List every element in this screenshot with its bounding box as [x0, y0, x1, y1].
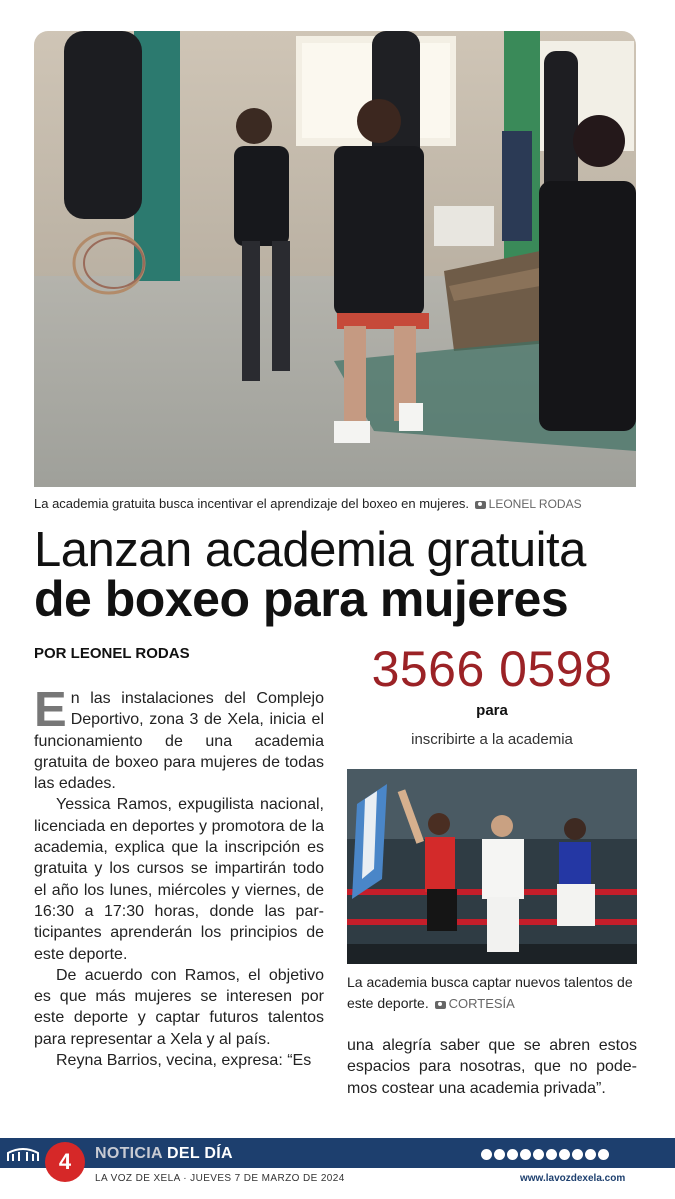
headline-line-2: de boxeo para mujeres — [34, 571, 569, 627]
drop-cap: E — [34, 683, 67, 737]
threads-icon[interactable] — [520, 1149, 531, 1160]
byline: POR LEONEL RODAS — [34, 645, 190, 662]
website-link[interactable]: www.lavozdexela.com — [520, 1173, 626, 1184]
instagram-icon[interactable] — [494, 1149, 505, 1160]
callout-text: inscribirte a la academia — [411, 731, 573, 748]
youtube-icon[interactable] — [507, 1149, 518, 1160]
boxing-class-illustration — [34, 31, 636, 487]
article-body — [34, 683, 324, 1071]
callout-para: para — [476, 702, 508, 719]
facebook-icon[interactable] — [481, 1149, 492, 1160]
article-continuation: una alegría saber que se abren estos espacios para nosotras, que no podemos costear una academia privada”. — [347, 1037, 637, 1097]
photo-caption — [34, 496, 654, 511]
headline-line-1: Lanzan academia gratuita — [34, 523, 586, 577]
camera-icon — [435, 1001, 446, 1009]
secondary-photo — [347, 769, 637, 964]
telegram-icon[interactable] — [585, 1149, 596, 1160]
publication-logo-icon — [6, 1145, 40, 1163]
email-icon[interactable] — [572, 1149, 583, 1160]
page-number-badge: 4 — [45, 1142, 85, 1182]
photo-caption-text: La academia gratuita busca incentivar el aprendizaje del boxeo en mujeres. — [34, 496, 470, 511]
secondary-photo-caption: La academia busca captar nuevos talentos de este deporte. CORTESÍA — [347, 974, 633, 1011]
photo-credit: LEONEL RODAS — [488, 497, 582, 511]
paragraph-3: De acuerdo con Ramos, el objetivo es que más mujeres se interesen por este deporte y captar futuros talentos para representar a Xela y al país. — [34, 966, 324, 1048]
social-icons — [481, 1146, 611, 1160]
callout-phone-number: 3566 0598 — [371, 641, 613, 697]
secondary-photo-credit: CORTESÍA — [448, 996, 515, 1011]
x-icon[interactable] — [533, 1149, 544, 1160]
paragraph-2: Yessica Ramos, expugilista nacional, licenciada en deportes y promotora de la academia, explica que la inscripción es gratuita y los cursos se impartirán todo el año los lunes, miércoles y viernes, de 16:30 a 17:30 horas, donde las participantes aprenderán los principios de este deporte. — [34, 796, 324, 963]
tiktok-icon-2[interactable] — [598, 1149, 609, 1160]
camera-icon — [475, 501, 486, 509]
paragraph-4: Reyna Barrios, vecina, expresa: “Es — [56, 1052, 312, 1070]
tiktok-icon[interactable] — [546, 1149, 557, 1160]
section-title: NOTICIA DEL DÍA — [95, 1145, 233, 1162]
hero-photo — [34, 31, 636, 487]
paragraph-1: En las instalaciones del Complejo Deportivo, zona 3 de Xela, inicia el funcionamiento de una academia gratuita de boxeo para mujeres de todas las edades. — [34, 683, 324, 793]
publication-dateline: LA VOZ DE XELA · JUEVES 7 DE MARZO DE 2024 — [95, 1173, 345, 1184]
boxing-match-illustration — [347, 769, 637, 964]
whatsapp-icon[interactable] — [559, 1149, 570, 1160]
